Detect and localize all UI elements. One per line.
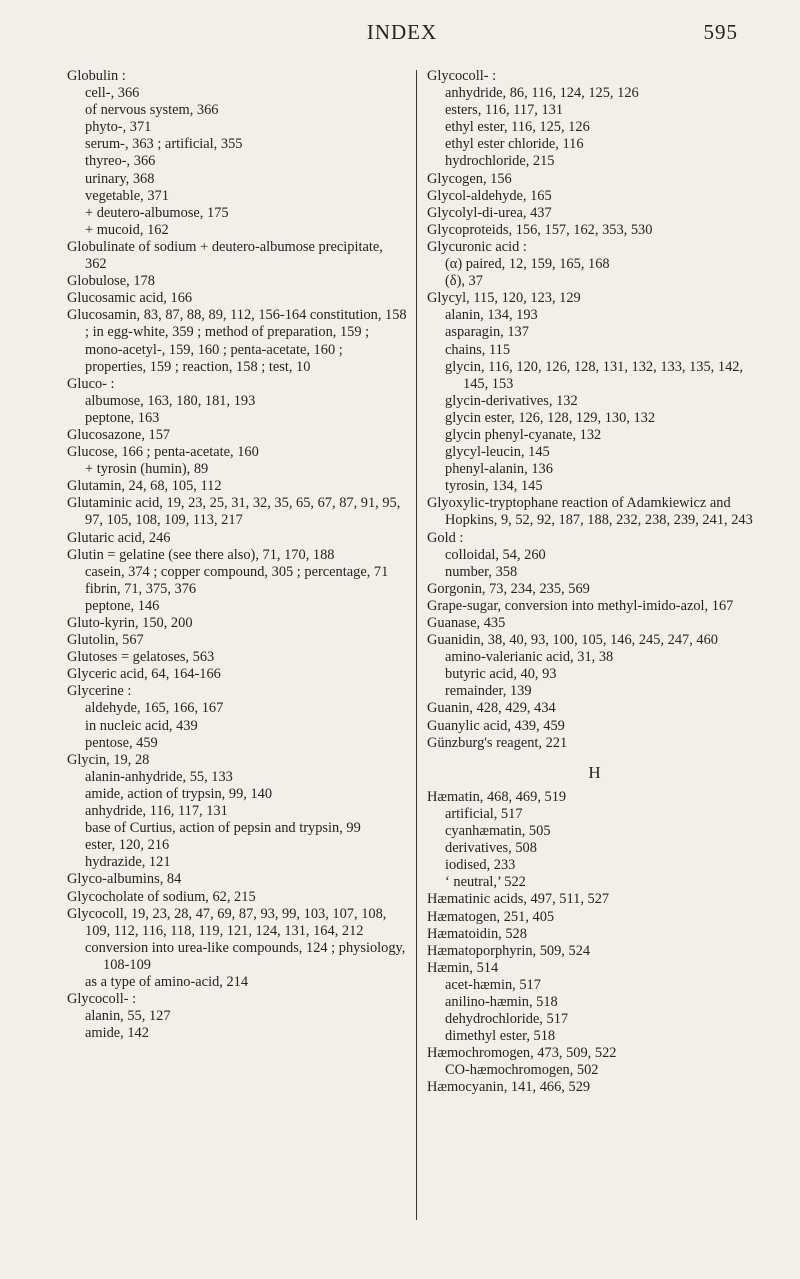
index-entry: Glycogen, 156 bbox=[427, 170, 512, 187]
index-entry: Gluto-kyrin, 150, 200 bbox=[67, 615, 193, 631]
index-subentry: iodised, 233 bbox=[445, 857, 516, 874]
index-subentry: chains, 115 bbox=[445, 341, 511, 358]
index-subentry: alanin, 134, 193 bbox=[445, 307, 538, 324]
index-entry: Glycocoll- : bbox=[67, 991, 137, 1008]
index-subentry: conversion into urea-like compounds, 124 ; physiology, 108-109 bbox=[85, 939, 406, 973]
index-subentry: aldehyde, 165, 166, 167 bbox=[85, 700, 224, 717]
index-entry: Glutaric acid, 246 bbox=[67, 529, 171, 546]
index-entry: Glutin = gelatine (see there also), 71, 170, 188 bbox=[67, 546, 335, 563]
index-subentry: alanin, 55, 127 bbox=[85, 1008, 171, 1025]
section-letter: H bbox=[588, 762, 601, 782]
index-entry: Glycuronic acid : bbox=[427, 238, 527, 255]
index-subentry: cyanhæmatin, 505 bbox=[445, 823, 551, 840]
index-entry: Guanin, 428, 429, 434 bbox=[427, 700, 556, 717]
index-subentry: ethyl ester chloride, 116 bbox=[445, 136, 584, 153]
index-entry: Hæmochromogen, 473, 509, 522 bbox=[427, 1045, 617, 1062]
index-subentry: + deutero-albumose, 175 bbox=[85, 204, 229, 221]
index-subentry: glycin, 116, 120, 126, 128, 131, 132, 133, 135, 142, 145, 153 bbox=[445, 358, 744, 392]
index-subentry: glycin-derivatives, 132 bbox=[445, 392, 578, 409]
index-subentry: anhydride, 86, 116, 124, 125, 126 bbox=[445, 85, 639, 102]
index-entry: Glyceric acid, 64, 164-166 bbox=[67, 666, 221, 683]
index-entry: Hæmatinic acids, 497, 511, 527 bbox=[427, 891, 610, 908]
index-subentry: fibrin, 71, 375, 376 bbox=[85, 580, 197, 597]
page-title: INDEX bbox=[366, 20, 438, 44]
index-subentry: glycin ester, 126, 128, 129, 130, 132 bbox=[445, 409, 656, 426]
index-subentry: ethyl ester, 116, 125, 126 bbox=[445, 119, 590, 136]
index-subentry: butyric acid, 40, 93 bbox=[445, 666, 557, 683]
index-subentry: acet-hæmin, 517 bbox=[445, 976, 541, 993]
index-subentry: derivatives, 508 bbox=[445, 840, 537, 857]
index-subentry: albumose, 163, 180, 181, 193 bbox=[85, 392, 256, 409]
index-entry: Glucosamic acid, 166 bbox=[67, 290, 193, 307]
index-subentry: glycin phenyl-cyanate, 132 bbox=[445, 426, 602, 443]
index-subentry: amide, action of trypsin, 99, 140 bbox=[85, 785, 273, 802]
index-entry: Gold : bbox=[427, 529, 464, 546]
index-entry: Glutamin, 24, 68, 105, 112 bbox=[67, 478, 222, 495]
index-subentry: peptone, 146 bbox=[85, 597, 160, 614]
index-subentry: anilino-hæmin, 518 bbox=[445, 993, 558, 1010]
index-entry: Hæmin, 514 bbox=[427, 959, 499, 976]
index-entry: Glycocoll, 19, 23, 28, 47, 69, 87, 93, 99, 103, 107, 108, 109, 112, 116, 118, 119, 121, 124, 131, 164, 212 bbox=[67, 905, 387, 939]
index-subentry: ester, 120, 216 bbox=[85, 837, 170, 854]
index-subentry: + tyrosin (humin), 89 bbox=[85, 461, 209, 478]
index-subentry: number, 358 bbox=[445, 563, 518, 580]
index-subentry: (δ), 37 bbox=[445, 273, 483, 290]
index-entry: Hæmatin, 468, 469, 519 bbox=[427, 788, 567, 805]
index-entry: Hæmatoporphyrin, 509, 524 bbox=[427, 942, 591, 959]
index-subentry: cell-, 366 bbox=[85, 85, 140, 102]
index-column-left bbox=[67, 68, 407, 1042]
index-entry: Glycin, 19, 28 bbox=[67, 751, 150, 768]
index-entry: Glyco-albumins, 84 bbox=[67, 871, 182, 888]
index-entry: Glycoproteids, 156, 157, 162, 353, 530 bbox=[427, 221, 653, 238]
index-entry: Glucose, 166 ; penta-acetate, 160 bbox=[67, 444, 259, 461]
index-entry: Guanidin, 38, 40, 93, 100, 105, 146, 245, 247, 460 bbox=[427, 632, 719, 649]
index-entry: Hæmatoidin, 528 bbox=[427, 925, 527, 942]
index-subentry: glycyl-leucin, 145 bbox=[445, 444, 550, 461]
index-entry: Glutolin, 567 bbox=[67, 632, 144, 649]
index-entry: Gorgonin, 73, 234, 235, 569 bbox=[427, 580, 590, 597]
index-subentry: anhydride, 116, 117, 131 bbox=[85, 803, 228, 820]
index-subentry: dehydrochloride, 517 bbox=[445, 1011, 569, 1028]
index-subentry: tyrosin, 134, 145 bbox=[445, 478, 543, 495]
index-entry: Hæmatogen, 251, 405 bbox=[427, 908, 555, 925]
index-subentry: phyto-, 371 bbox=[85, 119, 152, 136]
index-entry: Glycolyl-di-urea, 437 bbox=[427, 204, 552, 221]
index-subentry: thyreo-, 366 bbox=[85, 153, 156, 170]
index-entry: Glutaminic acid, 19, 23, 25, 31, 32, 35, 65, 67, 87, 91, 95, 97, 105, 108, 109, 113, 217 bbox=[67, 495, 401, 529]
index-subentry: pentose, 459 bbox=[85, 734, 158, 751]
column-divider bbox=[416, 70, 417, 1220]
index-entry: Gluco- : bbox=[67, 375, 115, 392]
index-subentry: peptone, 163 bbox=[85, 409, 160, 426]
index-subentry: artificial, 517 bbox=[445, 805, 523, 822]
index-subentry: ‘ neutral,’ 522 bbox=[445, 874, 526, 891]
index-subentry: as a type of amino-acid, 214 bbox=[85, 973, 249, 990]
index-entry: Glucosazone, 157 bbox=[67, 426, 171, 443]
index-subentry: asparagin, 137 bbox=[445, 324, 529, 341]
index-subentry: hydrochloride, 215 bbox=[445, 153, 555, 170]
index-subentry: colloidal, 54, 260 bbox=[445, 546, 546, 563]
index-subentry: + mucoid, 162 bbox=[85, 221, 169, 238]
index-entry: Glycyl, 115, 120, 123, 129 bbox=[427, 290, 581, 307]
index-subentry: CO-hæmochromogen, 502 bbox=[445, 1062, 599, 1079]
index-subentry: serum-, 363 ; artificial, 355 bbox=[85, 136, 243, 153]
index-entry: Glucosamin, 83, 87, 88, 89, 112, 156-164 constitution, 158 ; in egg-white, 359 ; method of preparation, 159 ; mono-acetyl-, 159, 160 ; penta-acetate, 160 ; properties, 159 ; reaction, 158 ; test, 10 bbox=[67, 307, 407, 375]
index-entry: Glycol-aldehyde, 165 bbox=[427, 187, 552, 204]
index-subentry: of nervous system, 366 bbox=[85, 102, 219, 119]
index-entry: Globulinate of sodium + deutero-albumose precipitate, 362 bbox=[67, 238, 383, 273]
index-subentry: dimethyl ester, 518 bbox=[445, 1028, 556, 1045]
index-entry: Globulose, 178 bbox=[67, 273, 155, 290]
index-column-right bbox=[427, 68, 762, 1097]
index-subentry: esters, 116, 117, 131 bbox=[445, 102, 564, 119]
index-entry: Glycerine : bbox=[67, 683, 132, 700]
index-subentry: urinary, 368 bbox=[85, 170, 155, 187]
index-entry: Glyoxylic-tryptophane reaction of Adamkiewicz and Hopkins, 9, 52, 92, 187, 188, 232, 238, 239, 241, 243 bbox=[427, 495, 753, 529]
index-subentry: (α) paired, 12, 159, 165, 168 bbox=[445, 256, 610, 273]
index-entry: Guanylic acid, 439, 459 bbox=[427, 717, 565, 734]
index-subentry: alanin-anhydride, 55, 133 bbox=[85, 768, 233, 785]
index-entry: Globulin : bbox=[67, 68, 126, 84]
index-entry: Glycocoll- : bbox=[427, 68, 497, 84]
index-entry: Glycocholate of sodium, 62, 215 bbox=[67, 888, 256, 905]
index-entry: Grape-sugar, conversion into methyl-imido-azol, 167 bbox=[427, 597, 734, 614]
page-header bbox=[66, 20, 738, 50]
index-subentry: vegetable, 371 bbox=[85, 187, 169, 204]
index-subentry: remainder, 139 bbox=[445, 683, 532, 700]
index-subentry: base of Curtius, action of pepsin and trypsin, 99 bbox=[85, 820, 361, 837]
index-entry: Glutoses = gelatoses, 563 bbox=[67, 649, 215, 666]
page-number: 595 bbox=[703, 20, 738, 44]
index-subentry: phenyl-alanin, 136 bbox=[445, 461, 553, 478]
index-entry: Günzburg's reagent, 221 bbox=[427, 734, 568, 751]
index-subentry: amino-valerianic acid, 31, 38 bbox=[445, 649, 614, 666]
index-subentry: hydrazide, 121 bbox=[85, 854, 171, 871]
index-entry: Hæmocyanin, 141, 466, 529 bbox=[427, 1079, 591, 1096]
index-subentry: amide, 142 bbox=[85, 1025, 149, 1042]
index-subentry: casein, 374 ; copper compound, 305 ; percentage, 71 bbox=[85, 563, 389, 580]
index-entry: Guanase, 435 bbox=[427, 615, 506, 631]
index-subentry: in nucleic acid, 439 bbox=[85, 717, 198, 734]
